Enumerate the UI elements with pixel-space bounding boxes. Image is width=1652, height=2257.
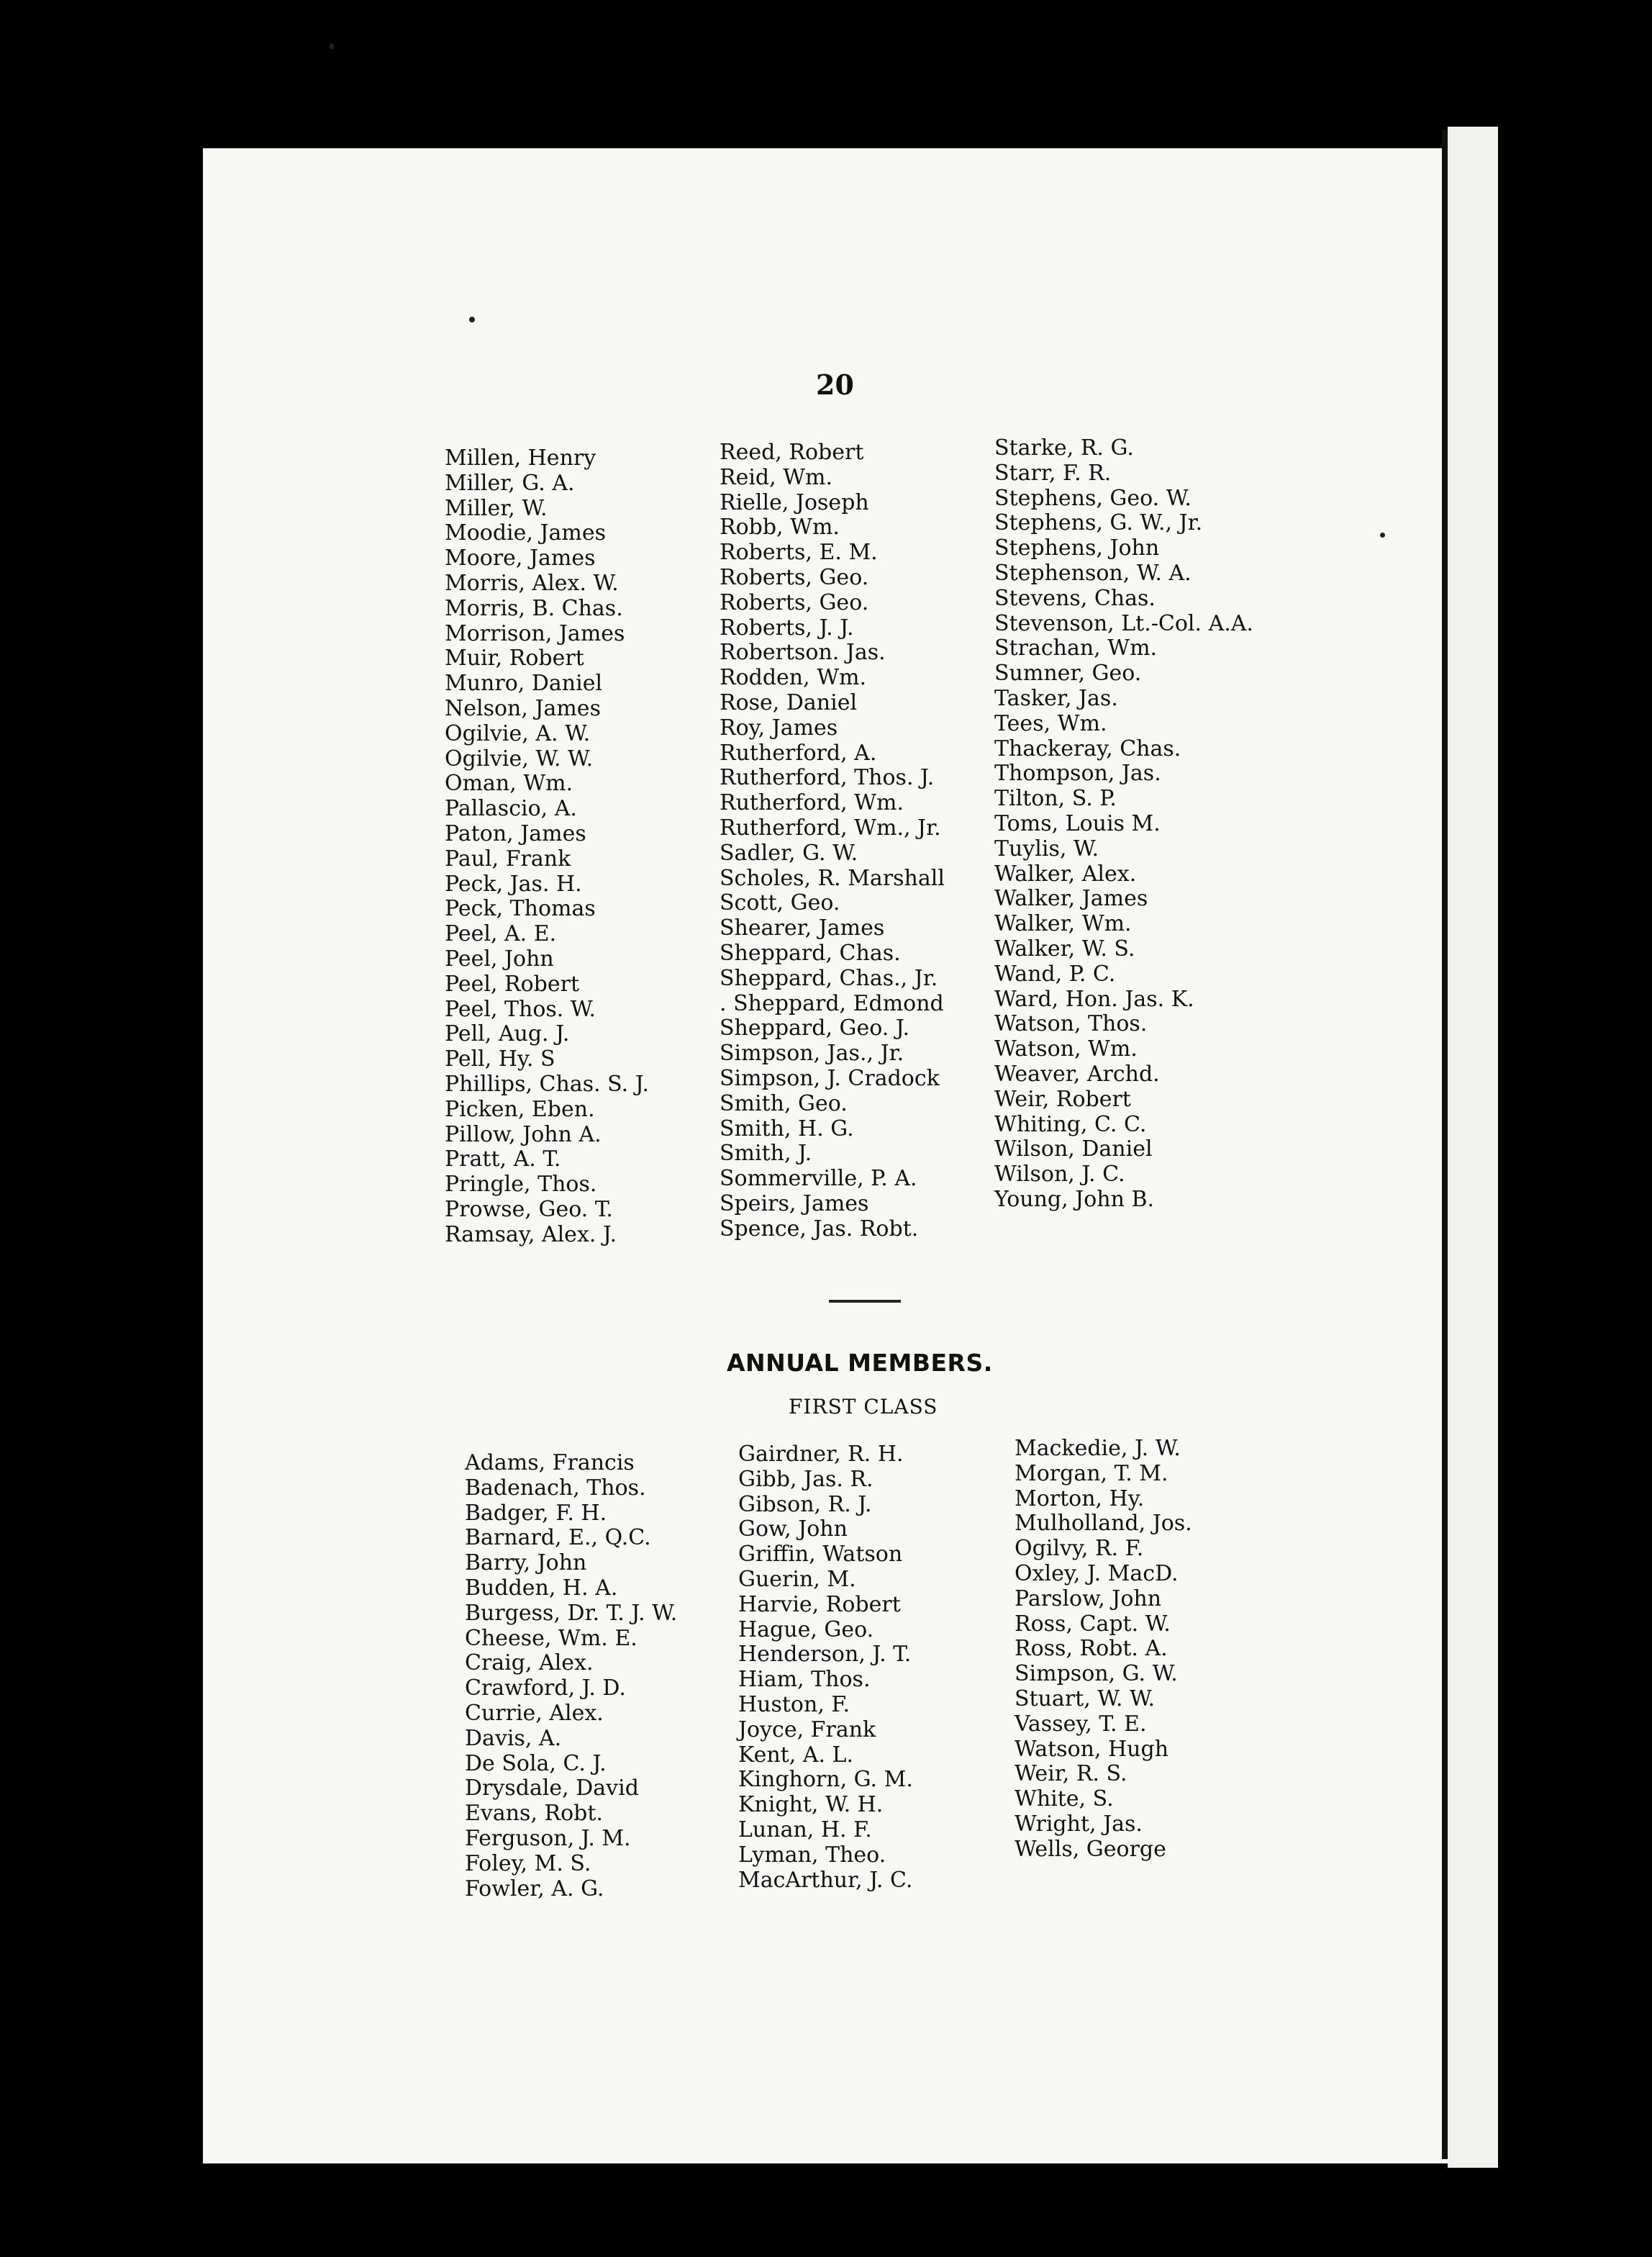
member-name: Vassey, T. E.: [1015, 1711, 1147, 1737]
member-name: Griffin, Watson: [738, 1542, 903, 1568]
member-name: Lyman, Theo.: [738, 1842, 886, 1868]
member-name: Roy, James: [720, 715, 838, 741]
member-name: Stephenson, W. A.: [994, 560, 1192, 586]
section-subheading: FIRST CLASS: [789, 1395, 938, 1419]
member-name: Ogilvie, A. W.: [445, 720, 591, 746]
member-name: Drysdale, David: [465, 1776, 639, 1801]
member-name: Smith, H. G.: [720, 1116, 854, 1141]
member-name: Spence, Jas. Robt.: [720, 1216, 919, 1241]
section-heading: ANNUAL MEMBERS.: [727, 1349, 993, 1377]
member-name: Watson, Hugh: [1015, 1736, 1169, 1762]
member-name: Peel, Thos. W.: [445, 996, 596, 1022]
member-name: Guerin, M.: [738, 1566, 856, 1592]
member-name: Morrison, James: [445, 620, 625, 646]
member-name: Walker, Wm.: [994, 911, 1132, 937]
member-name: Ogilvy, R. F.: [1015, 1536, 1144, 1562]
member-name: Watson, Wm.: [994, 1036, 1138, 1062]
member-name: Smith, Geo.: [720, 1090, 848, 1116]
member-name: Speirs, James: [720, 1190, 869, 1216]
member-name: Craig, Alex.: [465, 1650, 594, 1676]
member-name: Scott, Geo.: [720, 890, 840, 916]
member-name: Whiting, C. C.: [994, 1111, 1147, 1137]
member-name: Davis, A.: [465, 1725, 562, 1751]
member-name: Gow, John: [738, 1516, 848, 1542]
member-name: Prowse, Geo. T.: [445, 1196, 613, 1222]
member-name: Sheppard, Chas.: [720, 940, 901, 966]
member-name: Budden, H. A.: [465, 1575, 618, 1601]
member-name: Nelson, James: [445, 695, 601, 721]
member-name: Ramsay, Alex. J.: [445, 1221, 617, 1247]
member-name: Paul, Frank: [445, 846, 571, 872]
member-name: Ross, Robt. A.: [1015, 1636, 1168, 1662]
page-number: 20: [816, 368, 854, 401]
member-name: Weir, Robert: [994, 1086, 1131, 1112]
member-name: Watson, Thos.: [994, 1011, 1148, 1037]
speck: [469, 317, 475, 322]
member-name: Barnard, E., Q.C.: [465, 1525, 651, 1551]
member-name: Huston, F.: [738, 1691, 850, 1717]
member-name: Roberts, J. J.: [720, 615, 854, 641]
member-name: Pratt, A. T.: [445, 1146, 561, 1172]
annual-members-column-3: [1015, 1437, 1192, 1863]
member-name: Burgess, Dr. T. J. W.: [465, 1600, 678, 1626]
member-name: Moore, James: [445, 546, 596, 571]
member-name: Ward, Hon. Jas. K.: [994, 986, 1194, 1012]
member-name: Gibb, Jas. R.: [738, 1466, 873, 1492]
member-name: Peck, Thomas: [445, 896, 596, 922]
member-name: Knight, W. H.: [738, 1792, 884, 1818]
member-name: Tees, Wm.: [994, 710, 1107, 736]
member-name: Simpson, Jas., Jr.: [720, 1041, 904, 1067]
member-name: Hague, Geo.: [738, 1616, 874, 1642]
member-name: Tuylis, W.: [994, 836, 1099, 861]
member-name: Pell, Hy. S: [445, 1046, 555, 1072]
member-name: Oxley, J. MacD.: [1015, 1560, 1179, 1586]
member-name: Stephens, Geo. W.: [994, 485, 1192, 511]
member-name: Rose, Daniel: [720, 689, 858, 715]
member-name: Sheppard, Chas., Jr.: [720, 965, 938, 991]
member-name: Miller, G. A.: [445, 470, 575, 496]
member-name: Mulholland, Jos.: [1015, 1511, 1192, 1537]
member-name: Stephens, John: [994, 535, 1160, 561]
member-name: Weaver, Archd.: [994, 1061, 1160, 1087]
speck: [330, 43, 334, 50]
member-name: Sadler, G. W.: [720, 840, 858, 866]
member-name: Thompson, Jas.: [994, 761, 1161, 787]
member-name: Robb, Wm.: [720, 515, 840, 540]
member-name: Harvie, Robert: [738, 1591, 901, 1617]
member-name: Sommerville, P. A.: [720, 1166, 917, 1192]
member-name: Walker, W. S.: [994, 936, 1135, 962]
member-name: Fowler, A. G.: [465, 1876, 604, 1901]
member-name: Rutherford, Thos. J.: [720, 765, 935, 791]
member-name: Thackeray, Chas.: [994, 736, 1181, 761]
member-name: Pell, Aug. J.: [445, 1021, 570, 1047]
member-name: Walker, Alex.: [994, 861, 1137, 887]
member-name: Robertson. Jas.: [720, 640, 886, 666]
member-name: Tilton, S. P.: [994, 786, 1117, 812]
member-name: Pringle, Thos.: [445, 1172, 597, 1198]
member-name: Lunan, H. F.: [738, 1817, 872, 1842]
member-name: Shearer, James: [720, 915, 885, 941]
member-name: Morris, Alex. W.: [445, 570, 619, 596]
member-name: Wand, P. C.: [994, 961, 1116, 987]
member-name: Reed, Robert: [720, 440, 864, 465]
life-members-column-1: [445, 446, 649, 1248]
member-name: Rutherford, Wm.: [720, 790, 904, 816]
member-name: Morton, Hy.: [1015, 1485, 1145, 1511]
member-name: Morgan, T. M.: [1015, 1460, 1168, 1486]
member-name: Peck, Jas. H.: [445, 871, 582, 897]
member-name: Picken, Eben.: [445, 1096, 595, 1122]
member-name: Badenach, Thos.: [465, 1475, 646, 1501]
member-name: Millen, Henry: [445, 445, 596, 471]
member-name: Wilson, J. C.: [994, 1162, 1125, 1188]
member-name: Ross, Capt. W.: [1015, 1611, 1171, 1637]
member-name: Toms, Louis M.: [994, 810, 1161, 836]
speck: [1380, 533, 1385, 538]
member-name: Wilson, Daniel: [994, 1136, 1153, 1162]
section-divider: [829, 1300, 901, 1303]
annual-members-column-2: [738, 1442, 913, 1893]
member-name: Kent, A. L.: [738, 1742, 854, 1768]
facing-page-edge: [1448, 127, 1498, 2168]
member-name: Smith, J.: [720, 1141, 812, 1167]
member-name: Hiam, Thos.: [738, 1667, 871, 1693]
member-name: Parslow, John: [1015, 1586, 1162, 1611]
member-name: Wright, Jas.: [1015, 1811, 1143, 1837]
member-name: Barry, John: [465, 1550, 587, 1576]
member-name: Phillips, Chas. S. J.: [445, 1071, 649, 1097]
member-name: Sheppard, Geo. J.: [720, 1016, 910, 1041]
life-members-column-2: [720, 440, 945, 1242]
member-name: White, S.: [1015, 1786, 1114, 1812]
member-name: Peel, A. E.: [445, 921, 557, 947]
member-name: Sumner, Geo.: [994, 661, 1142, 687]
member-name: Wells, George: [1015, 1836, 1166, 1862]
member-name: Reid, Wm.: [720, 464, 833, 490]
member-name: . Sheppard, Edmond: [720, 990, 944, 1016]
member-name: Starke, R. G.: [994, 435, 1134, 461]
member-name: Badger, F. H.: [465, 1500, 607, 1526]
member-name: Gibson, R. J.: [738, 1491, 872, 1517]
member-name: Munro, Daniel: [445, 671, 603, 697]
member-name: Strachan, Wm.: [994, 636, 1158, 661]
member-name: MacArthur, J. C.: [738, 1867, 913, 1893]
member-name: Stevenson, Lt.-Col. A.A.: [994, 610, 1253, 636]
member-name: Moodie, James: [445, 520, 606, 546]
member-name: Roberts, E. M.: [720, 540, 878, 566]
member-name: Tasker, Jas.: [994, 685, 1118, 711]
member-name: Rutherford, A.: [720, 740, 877, 766]
member-name: Starr, F. R.: [994, 460, 1112, 486]
member-name: Currie, Alex.: [465, 1700, 604, 1726]
member-name: Henderson, J. T.: [738, 1642, 912, 1668]
member-name: Young, John B.: [994, 1186, 1155, 1212]
member-name: Cheese, Wm. E.: [465, 1625, 637, 1651]
member-name: Pillow, John A.: [445, 1121, 602, 1147]
member-name: Rodden, Wm.: [720, 665, 867, 691]
member-name: Miller, W.: [445, 495, 548, 521]
member-name: Ferguson, J. M.: [465, 1825, 631, 1851]
member-name: Crawford, J. D.: [465, 1675, 626, 1701]
member-name: Morris, B. Chas.: [445, 595, 623, 621]
member-name: Peel, John: [445, 946, 554, 972]
member-name: Adams, Francis: [465, 1450, 635, 1475]
member-name: Scholes, R. Marshall: [720, 865, 945, 891]
member-name: Rutherford, Wm., Jr.: [720, 815, 941, 841]
member-name: Walker, James: [994, 886, 1148, 912]
member-name: Stevens, Chas.: [994, 585, 1156, 611]
member-name: Ogilvie, W. W.: [445, 746, 594, 772]
annual-members-column-1: [465, 1451, 677, 1901]
member-name: Muir, Robert: [445, 646, 584, 671]
member-name: Simpson, J. Cradock: [720, 1065, 940, 1091]
member-name: Mackedie, J. W.: [1015, 1436, 1181, 1461]
member-name: Roberts, Geo.: [720, 589, 869, 615]
member-name: Kinghorn, G. M.: [738, 1767, 913, 1793]
member-name: Stephens, G. W., Jr.: [994, 510, 1203, 536]
member-name: Simpson, G. W.: [1015, 1661, 1178, 1687]
member-name: Paton, James: [445, 820, 586, 846]
member-name: Pallascio, A.: [445, 796, 577, 822]
member-name: Stuart, W. W.: [1015, 1686, 1156, 1711]
member-name: Rielle, Joseph: [720, 489, 869, 515]
member-name: Weir, R. S.: [1015, 1761, 1127, 1787]
member-name: Evans, Robt.: [465, 1801, 603, 1827]
member-name: Roberts, Geo.: [720, 564, 869, 590]
member-name: Joyce, Frank: [738, 1717, 876, 1742]
member-name: De Sola, C. J.: [465, 1750, 607, 1776]
member-name: Peel, Robert: [445, 971, 580, 997]
member-name: Oman, Wm.: [445, 771, 573, 797]
member-name: Foley, M. S.: [465, 1850, 591, 1876]
life-members-column-3: [994, 436, 1253, 1213]
member-name: Gairdner, R. H.: [738, 1442, 904, 1467]
